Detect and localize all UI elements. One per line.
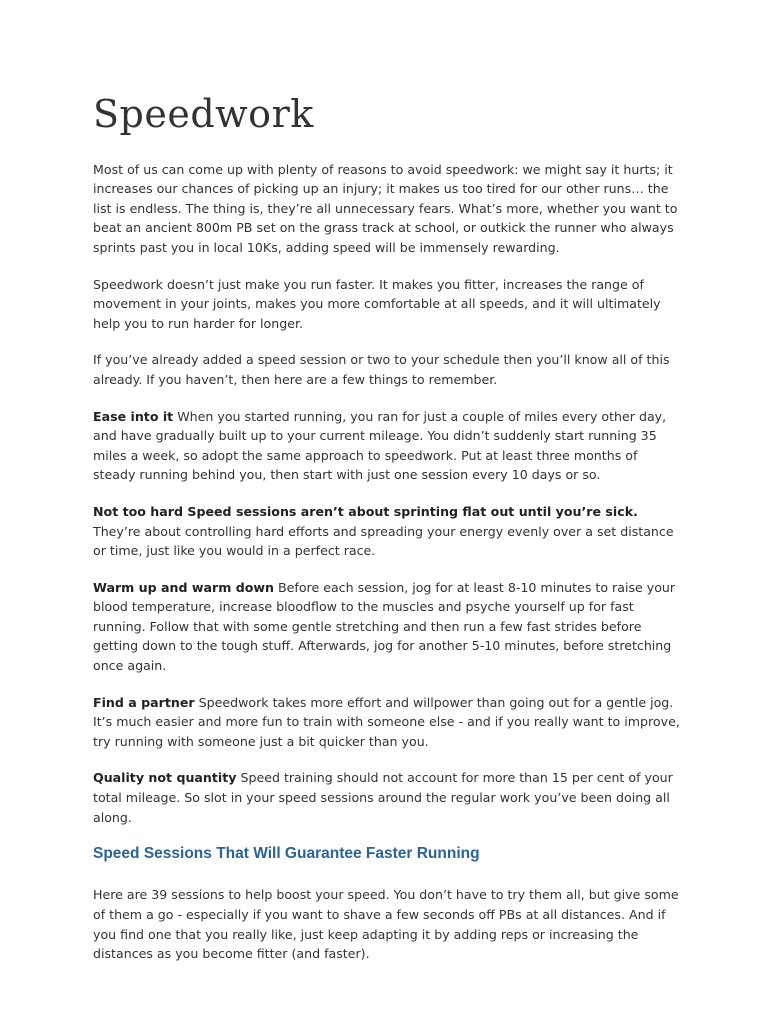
intro-paragraph: Most of us can come up with plenty of reasons to avoid speedwork: we might say it hurts; it increases our chances of picking up an injury; it makes us too tired for our other runs… the list is endless. The thing is, they’re all unnecessary fears. What’s more, whether you want to beat an ancient 800m PB set on the grass track at school, or outkick the runner who always sprints past you in local 10Ks, adding speed will be immensely rewarding. (93, 161, 678, 255)
intro-paragraph: If you’ve already added a speed session or two to your schedule then you’ll know all of this already. If you haven’t, then here are a few things to remember. (93, 352, 670, 387)
tip-paragraph (93, 407, 683, 485)
page-title: Speedwork (93, 92, 314, 136)
tip-heading: Ease into it (93, 408, 174, 424)
tip-paragraph (93, 693, 683, 752)
section-heading: Speed Sessions That Will Guarantee Faster Running (93, 845, 480, 863)
tip-text: Before each session, jog for at least 8-10 minutes to raise your blood temperature, increase bloodflow to the muscles and psyche yourself up for fast running. Follow that with some gentle stretching and then run a few fast strides before getting down to the tough stuff. Afterwards, jog for another 5-10 minutes, before stretching once again. (93, 579, 676, 674)
tip-paragraph (93, 502, 683, 561)
document-page (93, 92, 683, 981)
tip-paragraph (93, 768, 683, 827)
tip-heading: Warm up and warm down (93, 579, 275, 595)
tip-text: When you started running, you ran for just a couple of miles every other day, and have gradually built up to your current mileage. You didn’t suddenly start running 35 miles a week, so adopt the same approach to speedwork. Put at least three months of steady running behind you, then start with just one session every 10 days or so. (93, 408, 667, 483)
tip-heading: Find a partner (93, 694, 195, 710)
tip-text: Speed training should not account for more than 15 per cent of your total mileage. So slot in your speed sessions around the regular work you’ve been doing all along. (93, 770, 673, 825)
tip-heading: Not too hard Speed sessions aren’t about sprinting flat out until you’re sick. (93, 503, 638, 519)
intro-paragraph: Speedwork doesn’t just make you run faster. It makes you fitter, increases the range of movement in your joints, makes you more comfortable at all speeds, and it will ultimately help you to run harder for longer. (93, 276, 661, 331)
tip-text: They’re about controlling hard efforts and spreading your energy evenly over a set distance or time, just like you would in a perfect race. (93, 523, 674, 559)
tip-paragraph (93, 578, 683, 676)
tip-text: Speedwork takes more effort and willpower than going out for a gentle jog. It’s much easier and more fun to train with someone else - and if you really want to improve, try running with someone just a bit quicker than you. (93, 694, 680, 749)
tip-heading: Quality not quantity (93, 770, 237, 786)
section-paragraph: Here are 39 sessions to help boost your speed. You don’t have to try them all, but give some of them a go - especially if you want to shave a few seconds off PBs at all distances. And if you find one that you really like, just keep adapting it by adding reps or increasing the distances as you become fitter (and faster). (93, 887, 679, 962)
